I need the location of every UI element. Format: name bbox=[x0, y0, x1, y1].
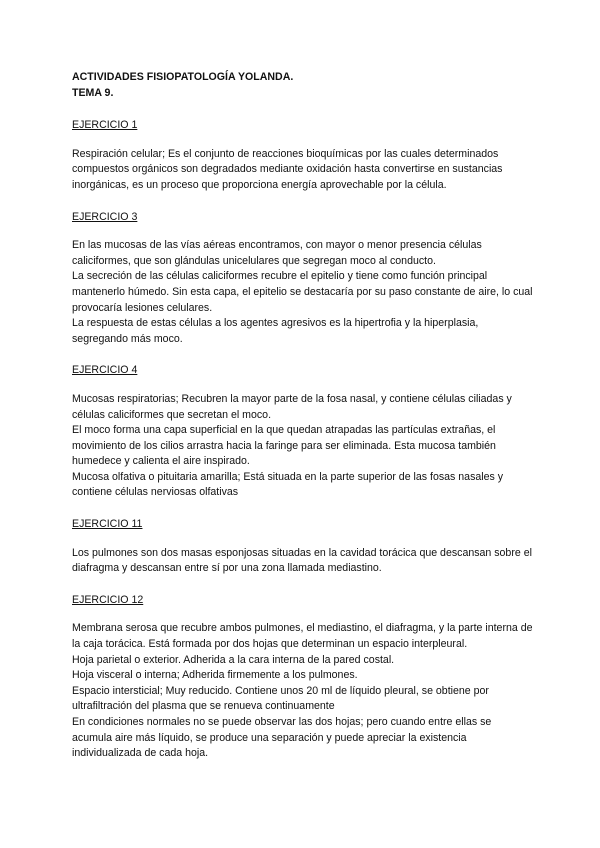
section-paragraph: En las mucosas de las vías aéreas encontramos, con mayor o menor presencia células caliciformes, que son glándulas unicelulares que segregan moco al conducto. bbox=[72, 239, 482, 267]
section-paragraph: Hoja visceral o interna; Adherida firmemente a los pulmones. bbox=[72, 669, 358, 682]
document-subtitle: TEMA 9. bbox=[72, 86, 114, 99]
section-paragraph: El moco forma una capa superficial en la que quedan atrapadas las partículas extrañas, el movimiento de los cilios arrastra hacia la faringe para ser eliminada. Esta mucosa también humedece y calienta el aire inspirado. bbox=[72, 424, 496, 468]
section-heading: EJERCICIO 12 bbox=[72, 593, 144, 606]
section-heading: EJERCICIO 11 bbox=[72, 518, 143, 531]
section-paragraph: Membrana serosa que recubre ambos pulmones, el mediastino, el diafragma, y la parte interna de la caja torácica. Está formada por dos hojas que determinan un espacio interpleural. bbox=[72, 622, 533, 651]
section-paragraph: Espacio intersticial; Muy reducido. Contiene unos 20 ml de líquido pleural, se obtiene por ultrafiltración del plasma que se renueva continuamente bbox=[72, 684, 489, 713]
section-paragraph: Hoja parietal o exterior. Adherida a la cara interna de la pared costal. bbox=[72, 653, 395, 666]
section-paragraph: La secreción de las células caliciformes recubre el epitelio y tiene como función principal mantenerlo húmedo. Sin esta capa, el epitelio se destacaría por su paso constante de aire, lo cual provocaría lesiones celulares. bbox=[72, 270, 533, 314]
section-heading: EJERCICIO 3 bbox=[72, 210, 138, 223]
section-paragraph: Mucosa olfativa o pituitaria amarilla; Está situada en la parte superior de las fosas nasales y contiene células nerviosas olfativas bbox=[72, 470, 504, 499]
section-paragraph: La respuesta de estas células a los agentes agresivos es la hipertrofia y la hiperplasia, segregando más moco. bbox=[72, 317, 479, 345]
section-paragraph: Respiración celular; Es el conjunto de reacciones bioquímicas por las cuales determinados compuestos orgánicos son degradados mediante oxidación hasta convertirse en sustancias inorgánicas, es un proceso que proporciona energía aprovechable por la célula. bbox=[72, 147, 503, 191]
section-paragraph: Mucosas respiratorias; Recubren la mayor parte de la fosa nasal, y contiene células ciliadas y células caliciformes que secretan el moco. bbox=[72, 392, 512, 421]
section-paragraph: En condiciones normales no se puede observar las dos hojas; pero cuando entre ellas se acumula aire más líquido, se produce una separación y puede apreciar la existencia individualizada de cada hoja. bbox=[72, 716, 492, 760]
section-paragraph: Los pulmones son dos masas esponjosas situadas en la cavidad torácica que descansan sobre el diafragma y descansan entre sí por una zona llamada mediastino. bbox=[72, 546, 532, 575]
section-heading: EJERCICIO 4 bbox=[72, 364, 138, 377]
document-page bbox=[72, 70, 534, 762]
section-heading: EJERCICIO 1 bbox=[72, 119, 138, 132]
document-title: ACTIVIDADES FISIOPATOLOGÍA YOLANDA. bbox=[72, 71, 294, 83]
